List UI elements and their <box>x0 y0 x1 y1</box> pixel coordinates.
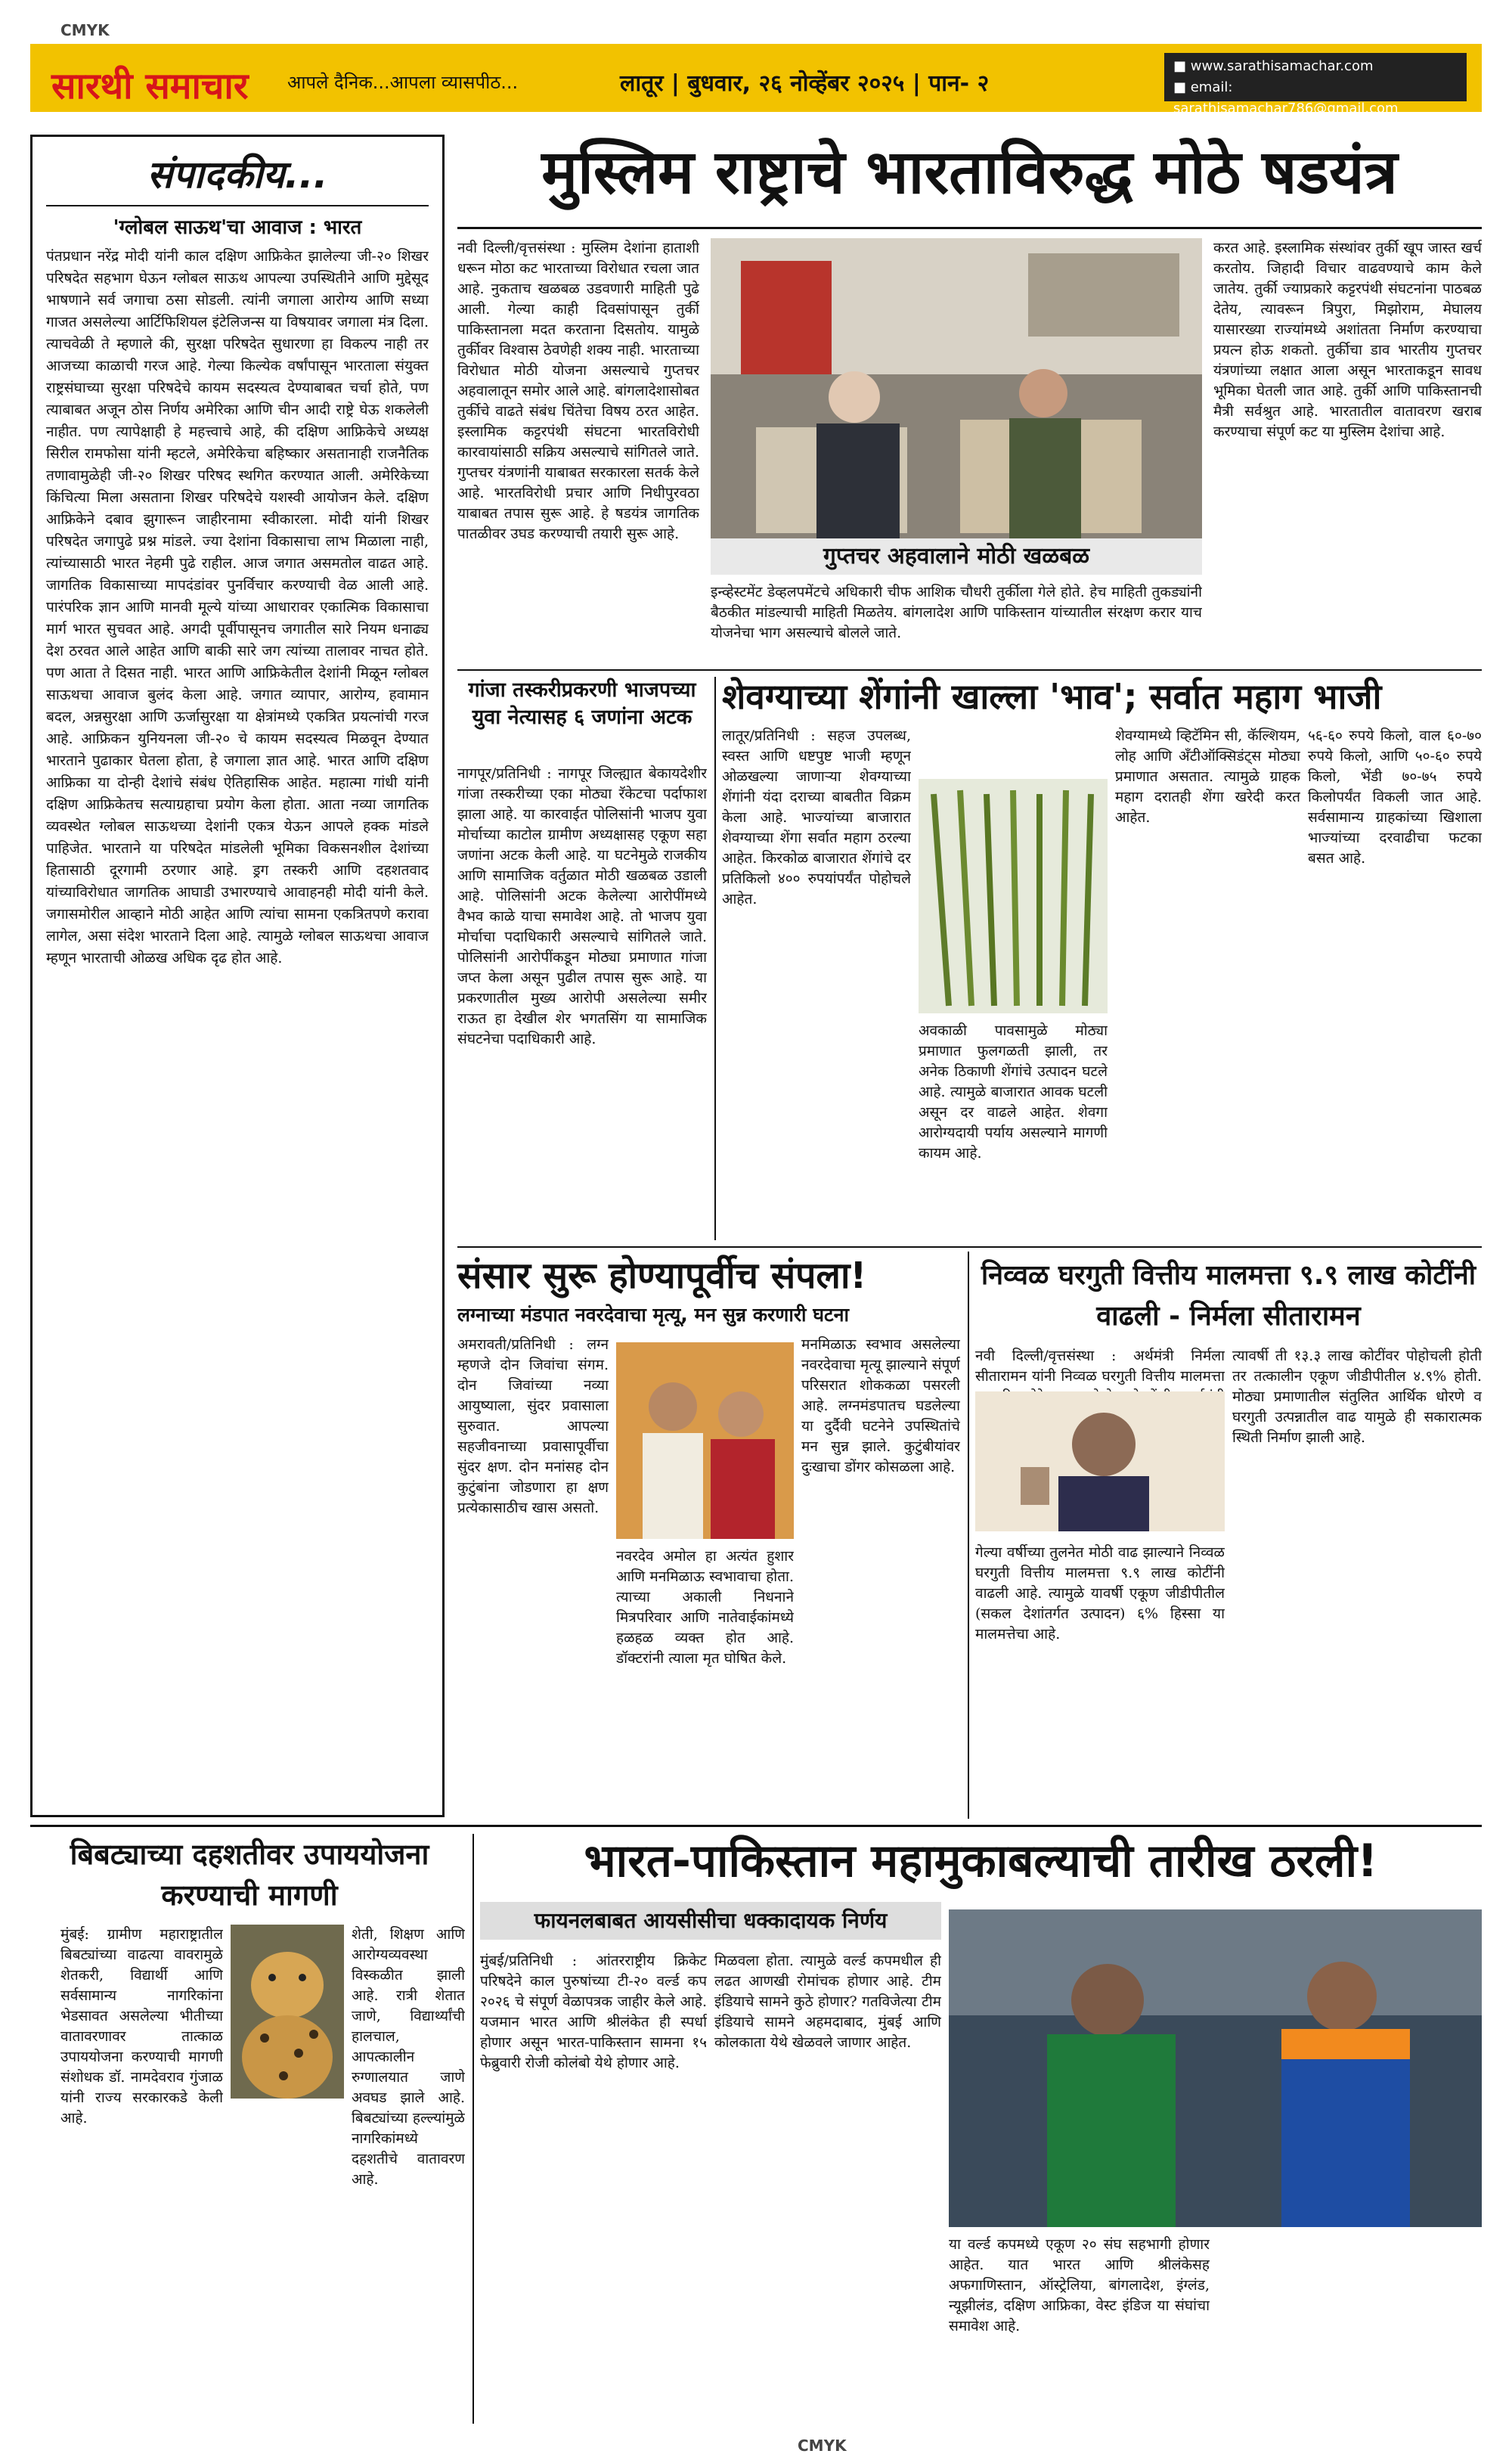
editorial-title: संपादकीय... <box>147 153 328 197</box>
email-link[interactable]: ■ email: sarathisamachar786@gmail.com <box>1173 79 1399 116</box>
cricket-photo <box>949 1909 1482 2227</box>
wedding-photo <box>616 1342 794 1539</box>
editorial-body: पंतप्रधान नरेंद्र मोदी यांनी काल दक्षिण आफ्रिकेत झालेल्या जी-२० शिखर परिषदेत सहभाग घेऊन ग्लोबल साऊथ आपल्या उपस्थितीने आणि मुद्देसूद भाषणाने सर्व जगाचा ठसा सोडली. त्यांनी जगाला आरोग्य आणि सध्या गाजत असलेल्या आर्टिफिशियल इंटेलिजन्स या विषयावर जगाला मंत्र दिला. त्याचवेळी ते म्हणाले की, सुरक्षा परिषदेत सुधारणा हा विकल्प नाही तर आजच्या काळाची गरज आहे. गेल्या किल्येक वर्षांपासून भारताला संयुक्त राष्ट्रसंघाच्या सुरक्षा परिषदेचे कायम सदस्यत्व देण्याबाबत चर्चा होते, पण त्याबाबत अजून ठोस निर्णय अमेरिका आणि चीन आदी राष्ट्रे घेऊ शकलेली नाहीत. पण त्यापेक्षाही हे महत्त्वाचे आहे, की दक्षिण आफ्रिकेचे अध्यक्ष सिरील रामफोसा यांनी म्हटले, अमेरिकेचा बहिष्कार असतानाही राजनैतिक तणावामुळेही जी-२० शिखर परिषद स्थगित करण्यात आली. अमेरिकेच्या किंचित्या मिला असताना शिखर परिषदेचे यशस्वी आयोजन केले. दक्षिण आफ्रिकेने दबाव झुगारून जाहीरनामा स्वीकारला. मोदी यांनी शिखर परिषदेत जगापुढे प्रश्न मांडले. ज्या देशांना विकासाचा लाभ मिळाला नाही, त्यांच्यासाठी भारत नेहमी पुढे राहील. आज जगात असमतोल वाढत आहे. जागतिक विकासाच्या मापदंडांवर पुनर्विचार करण्याची वेळ आली आहे. पारंपरिक ज्ञान आणि मानवी मूल्ये यांच्या आधारावर एकात्मिक विकासाचा मार्ग भारत सुचवत आहे. अगदी पूर्वीपासूनच जगातील सारे नियम धनाढ्य देश ठरवत आले आहेत आणि बाकी सारे जग त्यांच्या तालावर नाचत होते. पण आता ते दिसत नाही. भारत आणि आफ्रिकेतील देशांनी मिळून ग्लोबल साऊथचा आवाज बुलंद केला आहे. जगात व्यापार, आरोग्य, हवामान बदल, अन्नसुरक्षा आणि ऊर्जासुरक्षा या क्षेत्रांमध्ये एकत्रित प्रयत्नांची गरज आहे. आफ्रिकन युनियनला जी-२० चे कायम सदस्यत्व मिळवून देण्यात भारताने पुढाकार घेतला होता, हे जगाला ज्ञात आहे. भारत आणि दक्षिण आफ्रिका या दोन्ही देशांचे संबंध ऐतिहासिक आहेत. महात्मा गांधी यांनी दक्षिण आफ्रिकेतच सत्याग्रहाचा प्रयोग केला होता. आता नव्या जागतिक व्यवस्थेत ग्लोबल साऊथच्या देशांनी एकत्र येऊन आपले हक्क मांडले पाहिजेत. भारताने या परिषदेत मांडलेली भूमिका विकसनशील देशांच्या हितासाठी दूरगामी ठरणार आहे. ड्रग तस्करी आणि दहशतवाद यांच्याविरोधात जागतिक आघाडी उभारण्याचे आवाहनही मोदी यांनी केले. जगासमोरील आव्हाने मोठी आहेत आणि त्यांचा सामना एकत्रितपणे करावा लागेल, असा संदेश भारताने दिला आहे. त्यामुळे ग्लोबल साऊथचा आवाज म्हणून भारताची ओळख अधिक दृढ होत आहे. <box>46 248 429 966</box>
contact-box <box>1164 53 1467 116</box>
leopard-photo <box>231 1925 344 2099</box>
dateline: लातूर | बुधवार, २६ नोव्हेंबर २०२५ | पान- २ <box>620 70 990 97</box>
veg-headline: शेवग्याच्या शेंगांनी खाल्ला 'भाव'; सर्वात महाग भाजी <box>722 676 1382 717</box>
leopard-body-a: मुंबई: ग्रामीण महाराष्ट्रातील बिबट्यांच्या वाढत्या वावरामुळे शेतकरी, विद्यार्थी आणि सर्वसामान्य नागरिकांना भेडसावत असलेल्या भीतीच्या वातावरणावर तात्काळ उपाययोजना करण्याची मागणी संशोधक डॉ. नामदेवराव गुंजाळ यांनी राज्य सरकारकडे केली आहे. <box>60 1926 223 2127</box>
brand-logo: सारथी समाचार <box>51 65 249 107</box>
lead-photo-caption: गुप्तचर अहवालाने मोठी खळबळ <box>711 538 1202 575</box>
website-link[interactable]: ■ www.sarathisamachar.com <box>1173 58 1374 74</box>
print-mark-bottom: CMYK <box>798 2437 847 2455</box>
cricket-body-c: या वर्ल्ड कपमध्ये एकूण २० संघ सहभागी होणार आहेत. यात भारत आणि श्रीलंकेसह अफगाणिस्तान, ऑस्ट्रेलिया, बांगलादेश, इंग्लंड, न्यूझीलंड, दक्षिण आफ्रिका, वेस्ट इंडिज या संघांचा समावेश आहे. <box>949 2236 1210 2334</box>
ganja-body: नागपूर/प्रतिनिधी : नागपूर जिल्ह्यात बेकायदेशीर गांजा तस्करीच्या एका मोठ्या रॅकेटचा पर्दाफाश झाला आहे. या कारवाईत पोलिसांनी भाजप युवा मोर्चाच्या काटोल ग्रामीण अध्यक्षासह एकूण सहा जणांना अटक केली आहे. या घटनेमुळे राजकीय आणि सामाजिक वर्तुळात मोठी खळबळ उडाली आहे. पोलिसांनी अटक केलेल्या आरोपींमध्ये वैभव काळे याचा समावेश आहे. तो भाजप युवा मोर्चाचा पदाधिकारी असल्याचे सांगितले जाते. पोलिसांनी आरोपींकडून मोठ्या प्रमाणात गांजा जप्त केला असून पुढील तपास सुरू आहे. या प्रकरणातील मुख्य आरोपी असलेल्या समीर राऊत हा देखील शेर भगतसिंग या सामाजिक संघटनेचा पदाधिकारी आहे. <box>457 765 707 1047</box>
lead-headline: मुस्लिम राष्ट्राचे भारताविरुद्ध मोठे षडयंत्र <box>541 137 1398 207</box>
veg-body-c: शेवग्यामध्ये व्हिटॅमिन सी, कॅल्शियम, लोह आणि अँटीऑक्सिडंट्स मोठ्या प्रमाणात असतात. त्यामुळे ग्राहक महाग दरातही शेंगा खरेदी करत आहेत. <box>1115 727 1300 826</box>
wedding-body-a: अमरावती/प्रतिनिधी : लग्न म्हणजे दोन जिवांचा संगम. दोन जिवांच्या नव्या आयुष्याला, सुंदर प्रवासाला सुरुवात. आपल्या सहजीवनाच्या प्रवासापूर्वीचा सुंदर क्षण. दोन मनांसह दोन कुटुंबांना जोडणारा हा क्षण प्रत्येकासाठीच खास असतो. <box>457 1336 609 1516</box>
wedding-body-c: नवरदेव अमोल हा अत्यंत हुशार आणि मनमिळाऊ स्वभावाचा होता. त्याच्या अकाली निधनाने मित्रपरिवार आणि नातेवाईकांमध्ये हळहळ व्यक्त होत आहे. डॉक्टरांनी त्याला मृत घोषित केले. <box>616 1548 794 1667</box>
nirmala-body-b: गेल्या वर्षीच्या तुलनेत मोठी वाढ झाल्याने निव्वळ घरगुती वित्तीय मालमत्ता ९.९ लाख कोटींनी वाढली आहे. त्यामुळे यावर्षी एकूण जीडीपीतील (सकल देशांतर्गत उत्पादन) ६% हिस्सा या मालमत्तेचा आहे. <box>975 1544 1225 1643</box>
editorial-box <box>30 135 445 1817</box>
lead-body-right: करत आहे. इस्लामिक संस्थांवर तुर्की खूप जास्त खर्च करतोय. जिहादी विचार वाढवण्याचे काम केले जातेय. तुर्की ज्याप्रकारे कट्टरपंथी संघटनांना पाठबळ देतेय, त्यावरून त्रिपुरा, मिझोराम, मेघालय यासारख्या राज्यांमध्ये अशांतता निर्माण करण्याचा प्रयत्न होऊ शकतो. तुर्कीचा डाव भारतीय गुप्तचर यंत्रणांच्या लक्षात आला असून भारताकडून सावध भूमिका घेतली जात आहे. तुर्की आणि पाकिस्तानची मैत्री सर्वश्रुत आहे. भारतातील वातावरण खराब करण्याचा संपूर्ण कट या मुस्लिम देशांचा आहे. <box>1213 240 1482 440</box>
lead-photo <box>711 238 1202 571</box>
lead-body-left: नवी दिल्ली/वृत्तसंस्था : मुस्लिम देशांना हाताशी धरून मोठा कट भारताच्या विरोधात रचला जात आहे. नुकताच खळबळ उडवणारी माहिती पुढे आली. गेल्या काही दिवसांपासून तुर्की पाकिस्तानला मदत करताना दिसतोय. यामुळे तुर्कीवर विश्वास ठेवणेही शक्य नाही. भारताच्या विरोधात मोठी योजना असल्याचे गुप्तचर अहवालातून समोर आले आहे. बांगलादेशासोबत तुर्कीचे वाढते संबंध चिंतेचा विषय ठरत आहेत. इस्लामिक कट्टरपंथी संघटना भारतविरोधी कारवायांसाठी सक्रिय असल्याचे सांगितले जाते. गुप्तचर यंत्रणांनी याबाबत सरकारला सतर्क केले आहे. भारतविरोधी प्रचार आणि निधीपुरवठा याबाबत तपास सुरू आहे. हे षडयंत्र जागतिक पातळीवर उघड करण्याची तयारी सुरू आहे. <box>457 240 699 542</box>
nirmala-headline: निव्वळ घरगुती वित्तीय मालमत्ता ९.९ लाख कोटींनी वाढली - निर्मला सीतारामन <box>981 1260 1476 1332</box>
wedding-body-b: मनमिळाऊ स्वभाव असलेल्या नवरदेवाचा मृत्यू झाल्याने संपूर्ण परिसरात शोककळा पसरली आहे. लग्नमंडपातच घडलेल्या या दुर्दैवी घटनेने उपस्थितांचे मन सुन्न झाले. कुटुंबीयांवर दुःखाचा डोंगर कोसळला आहे. <box>801 1336 960 1475</box>
lead-body-mid: इन्व्हेस्टमेंट डेव्हलपमेंटचे अधिकारी चीफ आशिक चौधरी तुर्कीला गेले होते. हेच माहिती तुकड्यांनी बैठकीत मांडल्याची माहिती मिळतेय. बांगलादेश आणि पाकिस्तान यांच्यातील संरक्षण करार याच योजनेचा भाग असल्याचे बोलले जाते. <box>711 584 1202 641</box>
nirmala-body-a: नवी दिल्ली/वृत्तसंस्था : अर्थमंत्री निर्मला सीतारामन यांनी निव्वळ घरगुती वित्तीय मालमत्ता <box>975 1348 1225 1385</box>
cricket-headline: भारत-पाकिस्तान महामुकाबल्याची तारीख ठरली! <box>584 1835 1378 1888</box>
veg-body-a: लातूर/प्रतिनिधी : सहज उपलब्ध, स्वस्त आणि धष्टपुष्ट भाजी म्हणून ओळखल्या जाणाऱ्या शेवग्याच्या शेंगांनी यंदा दराच्या बाबतीत विक्रम केला आहे. भाज्यांच्या बाजारात शेवग्याच्या शेंगा सर्वात महाग ठरल्या आहेत. किरकोळ बाजारात शेंगांचे दर प्रतिकिलो ४०० रुपयांपर्यंत पोहोचले आहेत. <box>722 727 911 907</box>
wedding-headline: संसार सुरू होण्यापूर्वीच संपला! <box>457 1255 867 1297</box>
nirmala-photo <box>975 1391 1225 1531</box>
editorial-subtitle: 'ग्लोबल साऊथ'चा आवाज : भारत <box>113 216 362 239</box>
leopard-headline: बिबट्याच्या दहशतीवर उपाययोजना करण्याची मागणी <box>70 1838 429 1912</box>
tagline: आपले दैनिक...आपला व्यासपीठ... <box>287 72 519 93</box>
drumstick-photo <box>919 779 1108 1013</box>
ganja-headline: गांजा तस्करीप्रकरणी भाजपच्या युवा नेत्यासह ६ जणांना अटक <box>468 678 696 729</box>
cricket-body-a: मुंबई/प्रतिनिधी : आंतरराष्ट्रीय क्रिकेट परिषदेने काल पुरुषांच्या टी-२० वर्ल्ड कप २०२६ चे संपूर्ण वेळापत्रक जाहीर केले आहे. यजमान भारत आणि श्रीलंकेत ही स्पर्धा होणार असून भारत-पाकिस्तान सामना १५ फेब्रुवारी रोजी कोलंबो येथे होणार आहे. <box>480 1953 707 2071</box>
wedding-subheadline: लग्नाच्या मंडपात नवरदेवाचा मृत्यू, मन सुन्न करणारी घटना <box>457 1304 849 1326</box>
nirmala-body-c: त्यावर्षी ती १३.३ लाख कोटींवर पोहोचली होती तर तत्कालीन एकूण जीडीपीतील ४.९% होती. मोठ्या प्रमाणातील संतुलित आर्थिक धोरणे व घरगुती उत्पन्नातील वाढ यामुळे ही सकारात्मक स्थिती निर्माण झाली आहे. <box>1232 1348 1482 1446</box>
veg-body-d: ५६-६० रुपये किलो, वाल ६०-७० रुपये किलो, आणि ५०-६० रुपये किलो, भेंडी ७०-७५ रुपये किलोपर्यंत विकली जात आहे. सर्वसामान्य ग्राहकांच्या खिशाला भाज्यांच्या दरवाढीचा फटका बसत आहे. <box>1308 727 1482 867</box>
veg-body-b: अवकाळी पावसामुळे मोठ्या प्रमाणात फुलगळती झाली, तर अनेक ठिकाणी शेंगांचे उत्पादन घटले आहे. त्यामुळे बाजारात आवक घटली असून दर वाढले आहेत. शेवगा आरोग्यदायी पर्याय असल्याने मागणी कायम आहे. <box>919 1022 1108 1162</box>
print-mark-top: CMYK <box>60 21 110 39</box>
leopard-body-b: शेती, शिक्षण आणि आरोग्यव्यवस्था विस्कळीत झाली आहे. रात्री शेतात जाणे, विद्यार्थ्यांची हालचाल, आपत्कालीन रुग्णालयात जाणे अवघड झाले आहे. बिबट्यांच्या हल्ल्यांमुळे नागरिकांमध्ये दहशतीचे वातावरण आहे. <box>352 1926 465 2188</box>
cricket-subheadline: फायनलबाबत आयसीसीचा धक्कादायक निर्णय <box>480 1902 941 1940</box>
cricket-body-b: मिळवला होता. त्यामुळे वर्ल्ड कपमधील ही लढत आणखी रोमांचक होणार आहे. टीम इंडियाचे सामने कुठे होणार? गतविजेत्या टीम इंडियाचे सामने अहमदाबाद, मुंबई आणि कोलकाता येथे खेळवले जाणार आहेत. <box>714 1953 941 2051</box>
